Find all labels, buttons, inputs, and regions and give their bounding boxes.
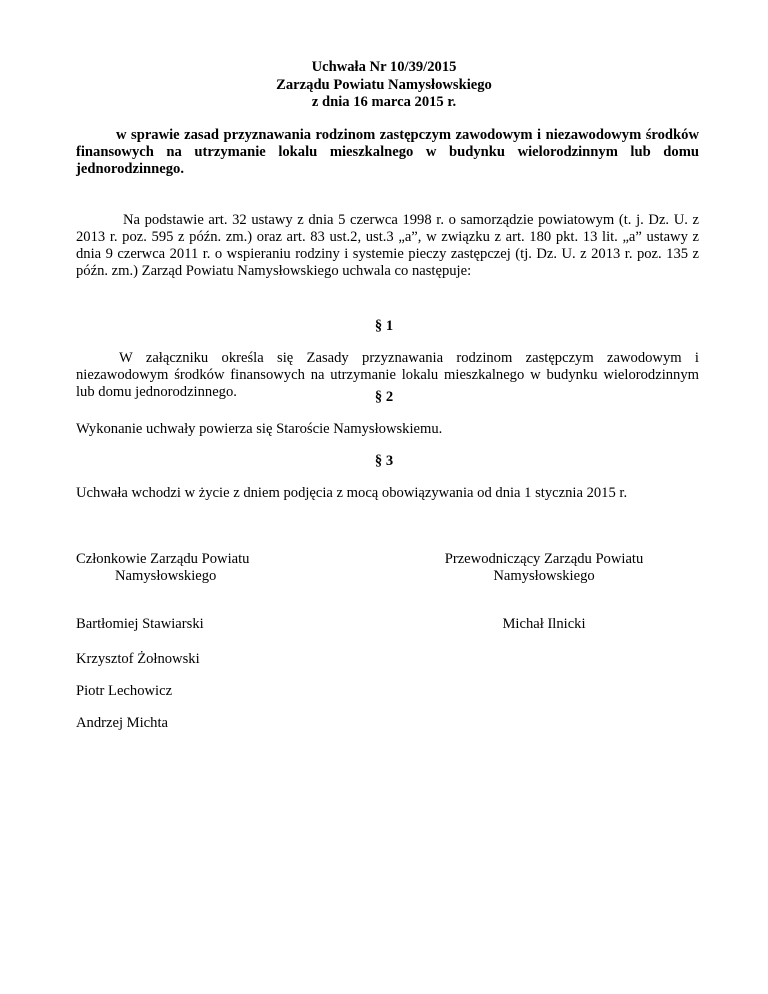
board-members-heading-line1: Członkowie Zarządu Powiatu [76,551,250,567]
chairman-heading-line1: Przewodniczący Zarządu Powiatu [444,551,644,567]
section-2-mark: § 2 [374,389,394,405]
board-members-heading [76,551,336,585]
board-member-name: Bartłomiej Stawiarski [76,616,204,632]
resolution-subject: w sprawie zasad przyznawania rodzinom zastępczym zawodowym i niezawodowym środków finansowych na utrzymanie lokalu mieszkalnego w budynku wielorodzinnym lub domu jednorodzinnego. [76,127,699,177]
board-members-heading-line2: Namysłowskiego [115,568,217,584]
section-3-text: Uchwała wchodzi w życie z dniem podjęcia z mocą obowiązywania od dnia 1 stycznia 2015 r. [76,485,628,501]
resolution-title [0,59,768,112]
board-member-name: Piotr Lechowicz [76,683,173,699]
issuing-body: Zarządu Powiatu Namysłowskiego [276,76,492,93]
resolution-number: Uchwała Nr 10/39/2015 [311,59,457,75]
legal-basis-paragraph: Na podstawie art. 32 ustawy z dnia 5 czerwca 1998 r. o samorządzie powiatowym (t. j. Dz. U. z 2013 r. poz. 595 z późn. zm.) oraz art. 83 ust.2, ust.3 „a”, w związku z art. 180 pkt. 13 lit. „a” ustawy z dnia 9 czerwca 2011 r. o wspieraniu rodziny i systemie pieczy zastępczej (tj. Dz. U. z 2013 r. poz. 135 z późn. zm.) Zarząd Powiatu Namysłowskiego uchwala co następuje: [76,212,699,279]
section-2-text: Wykonanie uchwały powierza się Staroście Namysłowskiemu. [76,421,443,437]
chairman-heading-line2: Namysłowskiego [493,568,595,584]
board-member-name: Andrzej Michta [76,715,168,731]
section-1-mark: § 1 [374,318,394,334]
section-1-text: W załączniku określa się Zasady przyznawania rodzinom zastępczym zawodowym i niezawodowym środków finansowych na utrzymanie lokalu mieszkalnego w budynku wielorodzinnym lub domu jednorodzinnego. [76,350,699,400]
board-member-name: Krzysztof Żołnowski [76,651,200,667]
section-3-mark: § 3 [374,453,394,469]
chairman-heading [424,551,664,585]
chairman-name: Michał Ilnicki [502,616,586,632]
resolution-date: z dnia 16 marca 2015 r. [311,94,457,110]
